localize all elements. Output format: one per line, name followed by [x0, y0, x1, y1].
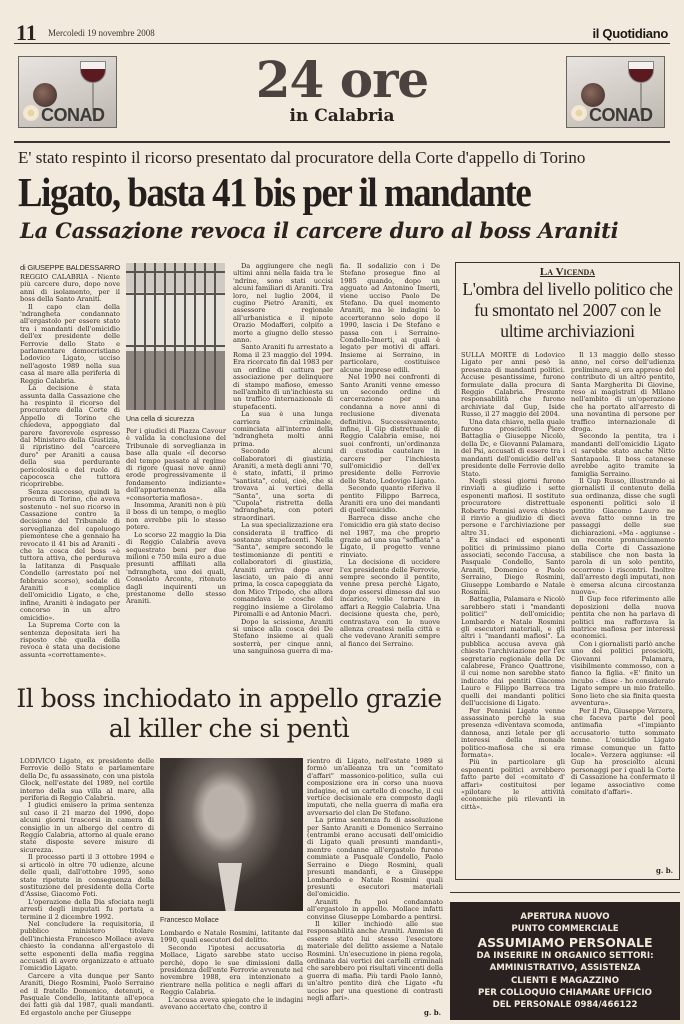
fruit-basket-icon	[33, 83, 57, 107]
header-divider	[14, 141, 670, 143]
paragraph: La decisione di uccidere l'ex presidente delle Ferrovie, sempre secondo il pentito, venne presa perchè Ligato, dopo essersi dimesso dal suo incarico, volle tornare in affari a Reggio Calabria. Una decisione questa che, però, contrastava con le nuove allenza createsi nella città e che vedevano Araniti sempre al fianco dei Serraino.	[340, 558, 440, 648]
flower-icon	[23, 105, 39, 121]
paragraph: Secondo quanto riferiva il pentito Filippo Barreca, Araniti era uno dei mandanti di quell'omicidio.	[340, 484, 440, 515]
page-header	[14, 22, 670, 44]
paragraph: Negli stessi giorni furono rinviati a giudizio i sette esponenti mafiosi. Il sostituto procuratore distrettuale Roberto Pennisi aveva chiesto il rinvio a giudizio di dieci persone e l'archiviazione per altre 31.	[461, 476, 565, 537]
flower-icon	[571, 105, 587, 121]
paragraph: Per Pennisi Ligato venne assassinato perchè la sua presenza «diventava scomoda, dannosa, anzi letale per gli interessi della monade politico-mafiosa che si era formata».	[461, 706, 565, 759]
page-number: 11	[16, 20, 37, 45]
article-headline: Ligato, basta 41 bis per il mandante	[18, 169, 531, 215]
paragraph: rientro di Ligato, nell'estate 1989 si formò un'alleanza tra un "comitato d'affari" massonico-politico, sulla cui composizione era in corso una nuova indagine, ed un cartello di cosche, il cui vertice decisionale era composto dagli imputati, che nella guerra di mafia era avversario del clan De Stefano.	[307, 757, 443, 817]
sidebar-column-1	[461, 352, 565, 811]
paragraph: Nel 1990 nei confronti di Santo Araniti venne emesso un secondo ordine di carcerazione per una condanna a nove anni di reclusione divenata definitiva. Successivamente, infine, il Gip distrettuale di Reggio Calabria emise, nei suoi confronti, un'ordinanza di custodia cautelare in carcere per l'inchiesta sull'omicidio dell'ex presidente delle Ferrovie dello Stato, Lodovigo Ligato.	[340, 373, 440, 485]
ad-line: APERTURA NUOVO	[520, 912, 610, 922]
ad-line: AMMINISTRATIVO, ASSISTENZA	[489, 963, 641, 974]
sponsor-brand: CONAD	[589, 105, 653, 125]
sponsor-logo-right	[566, 56, 665, 128]
wine-glass-icon	[628, 61, 654, 83]
paragraph: REGGIO CALABRIA - Niente più carcere duro, dopo nove anni di isolamento, per il boss della Santo Araniti.	[20, 273, 120, 304]
paragraph: Santo Araniti fu arrestato a Roma il 23 maggio del 1994. Era ricercato fin dal 1983 per un ordine di cattura per associazione per delinquere di stampo mafioso, emesso nell'ambito di un'inchiesta su un traffico internazionale di stupefacenti.	[233, 343, 333, 411]
paragraph: Il processo partì il 3 ottobre 1994 e si articolò in oltre 70 udienze, alcune delle quali, dall'ottobre 1995, sono state ripetute in conseguenza della sostituzione del presidente della Corte d'Assise, Giacomo Foti.	[20, 853, 154, 899]
paragraph: Il killer inchiodò alle sue responsabilità anche Araniti. Ammise di essere stato lui stesso l'esecutore materiale del delitto assieme a Natale Rosmini. Un'esecuzione in piena regola, ordinata dai vertici dei cartelli criminali che sarebbero poi risultati vincenti della guerra di mafia. Più tardi Paolo Iannò, un'altro pentito dirà che Ligato «fu ucciso per una questione di contrasti negli affari».	[307, 919, 443, 1002]
sidebar-title: L'ombra del livello politico che fu smontato nel 2007 con le ultime archiviazioni	[462, 279, 673, 341]
paragraph: La sua specializzazione era considerata il traffico di sostanze stupefacenti. Nella "Santa", sempre secondo le testimonianze di pentiti e collaboratori di giustizia, Araniti arriva dopo aver lasciato, un paio di anni prima, la cosca capeggiata da don Mico Tripodo, che allora comandava le cosche del reggino insieme a Girolamo Piromalli e ad Antonio Macrì.	[233, 521, 333, 619]
sidebar-label: La Vicenda	[539, 266, 596, 278]
paragraph: La Suprema Corte con la sentenza depositata ieri ha risposto che quella della revoca è stata una decisione assunta «correttamente».	[20, 621, 120, 659]
fruit-basket-icon	[581, 83, 605, 107]
ad-line: PER COLLOQUIO CHIAMARE UFFICIO	[478, 988, 652, 999]
article-deck: La Cassazione revoca il carcere duro al boss Araniti	[20, 218, 619, 243]
ad-line: CLIENTI E MAGAZZINO	[510, 975, 620, 986]
article-kicker: E' stato respinto il ricorso presentato dal procuratore della Corte d'appello di Torino	[18, 148, 586, 167]
sponsor-logo-left	[18, 56, 117, 128]
paragraph: Più in particolare gli esponenti politici avrebbero fatto parte del «comitato d' affari» costituitosi per «pilotare le attività economiche più rilevanti in città».	[461, 758, 565, 811]
main-article-column-2	[126, 428, 226, 606]
prison-cell-photo	[126, 263, 225, 410]
paragraph: Per i giudici di Piazza Cavour è valida la conclusione del Tribunale di sorveglianza in base alla quale «il decorso del tempo passato al regime di rigore (quasi nove anni) erode progressivamente il fondamento indiziante» dell'appartenenza alla «consorteria mafiosa».	[126, 427, 226, 502]
newspaper-masthead: il Quotidiano	[592, 26, 668, 41]
main-article-column-3	[233, 263, 333, 656]
paragraph: Secondo alcuni collaboratori di giustizia, Araniti, a metà degli anni '70, è stato, infatti, il primo "santista", colui, cioè, che si trovava ai vertici della "Santa", una sorta di "Cupola" ristretta della 'ndrangheta, con poteri straordinari.	[233, 447, 333, 522]
paragraph: LODIVICO Ligato, ex presidente delle Ferrovie dello Stato e parlamentare della Dc, fu assassinato, con una pistola Glock, nell'estate del 1989, nel cortile interno della sua villa al mare, alla periferia di Reggio Calabria.	[20, 757, 154, 803]
paragraph: Carcere a vita dunque per Santo Araniti, Diego Rosmini, Paolo Serraino ed il fratello Domenico, detenuti, e Pasquale Condello, latitante all'epoca dei fatti già dal 1987, quali mandanti. Ed ergastolo anche per Giuseppe	[20, 971, 154, 1017]
paragraph: Lombardo e Natale Rosmini, latitante dal 1990, quali esecutori del delitto.	[160, 929, 303, 945]
paragraph: fia. Il sodalizio con i De Stefano prosegue fino al 1985 quando, dopo un agguato ad Antonino Imerti, viene ucciso Paolo De Stefano. Da quel momento Araniti, ma le indagini lo accerteranno solo dopo il 1990, lascia i De Stefano e passa con i Serraino-Condello-Imerti, ai quali è legato per motivi di affari. Insieme ai Serraino, in particolare, costituisce alcune imprese edili.	[340, 262, 440, 374]
paragraph: Insomma, Araniti non è più il boss di un tempo, o meglio non avrebbe più lo stesso potere.	[126, 501, 226, 532]
paragraph: Lo scorso 22 maggio la Dia di Reggio Calabria aveva sequestrato beni per due milioni e 750 mila euro a due presunti affiliati alla 'ndrangheta, uno dei quali, Consolato Arconte, ritenuto dagli inquirenti un prestanome dello stesso Araniti.	[126, 530, 226, 606]
paragraph: Barreca disse anche che l'omicidio era già stato deciso nel 1987, ma che proprio grazie ad una sua "soffiata" a Ligato, il progetto venne rinviato.	[340, 513, 440, 559]
paragraph: Il Gup fece riferimento alle deposizioni della nuova pentita che non ha parlava di politici ma rafforzava la matrice mafiosa per interessi economici.	[571, 595, 675, 641]
ad-divider	[450, 892, 680, 893]
job-advertisement	[450, 902, 680, 1020]
photo-caption: Una cella di sicurezza	[126, 416, 195, 423]
paragraph: Da aggiungere che negli ultimi anni nella faida tra le 'ndrine, sono stati uccisi alcuni familiari di Araniti. Tra loro, nel luglio 2004, il cugino Pietro Araniti, ex assessore regionale all'urbanistica e il nipote Orazio Modafferi, colpito a morte a giugno dello stesso anno.	[233, 262, 333, 345]
paragraph: Il capo clan della 'ndrangheta condannato all'ergastolo per essere stato tra i mandanti dell'omicidio dell'ex presidente delle Ferrovie dello Stato e parlamentare democristiano Lodovico Ligato, ucciso nell'agosto 1989 nella sua casa al mare alla periferia di Reggio Calabria.	[20, 302, 120, 385]
paragraph: L'accusa aveva spiegato che le indagini avevano accertato che, contro il	[160, 995, 303, 1012]
ad-phone: DEL PERSONALE 0984/466122	[492, 1000, 638, 1011]
paragraph: Secondo la pentita, tra i mandanti dell'omicidio Ligato ci sarebbe stato anche Nitto Santapaola. Il boss catanese avrebbe agito tramite la famiglia Serraino.	[571, 432, 675, 478]
second-article-column-1	[20, 758, 154, 1017]
main-article-column-4	[340, 263, 440, 648]
second-article-headline: Il boss inchiodato in appello grazie al killer che si pentì	[16, 684, 442, 743]
paragraph: Araniti fu poi condannato all'ergastolo in appello. Mollace infatti convinse Giuseppe Lombardo a pentirsi.	[307, 897, 443, 921]
francesco-mollace-photo	[160, 758, 303, 911]
section-title: 24 ore	[255, 50, 429, 109]
sponsor-brand: CONAD	[41, 105, 105, 125]
paragraph: SULLA MORTE di Lodovico Ligato per anni pesò la presenza di mandanti politici. Accuse pesantissime, furono formulate dalla procura di Reggio Calabria. Presunte responsabilità che furono archiviate dal Gup, Iside Russo, il 27 maggio del 2004.	[461, 351, 565, 419]
paragraph: Battaglia, Palamara e Nicolò sarebbero stati i "mandanti politici" dell'omicidio; Lombardo e Natale Rosmini gli esecutori materiali, e gli altri i "mandanti mafiosi". La pubblica accusa aveva già chiesto l'archiviazione per l'ex segretario regionale della Dc calabrese, Franco Quattrone, il cui nome non sarebbe stato indicato dai pentiti Giacomo Lauro e Filippo Barreca tra quelli dei mandanti politici dell'uccisione di Ligato.	[461, 595, 565, 708]
main-article-column-1	[20, 274, 120, 659]
paragraph: Per il Pm, Giuseppe Verzera, che faceva parte del pool antimafia «l'impianto accusatorio tutto sommato tenne. L'omicidio Ligato rimase comunque un fatto locale». Verzera aggiunse: «il Gup ha prosciolto alcuni personaggi per i quali la Corte di Cassazione ha confermato il legame associativo come comitato d'affari».	[571, 706, 675, 796]
portrait-caption: Francesco Mollace	[160, 917, 219, 924]
paragraph: Senza successo, quindi la procura di Torino, che aveva sostenuto - nel suo ricorso in Cassazione contro la decisione del Tribunale di sorveglianza del capoluogo piemontese che a gennaio ha revocato il 41 bis ad Araniti - che la cosca del boss «è tuttora attiva, che perdurava la latitanza di Pasquale Condello (arrestato poi nel febbraio scorso), sodale di Araniti e complice dell'omicidio Ligato, e che, infine, Araniti è indagato per concorso in un altro omicidio».	[20, 487, 120, 622]
issue-date: Mercoledì 19 novembre 2008	[48, 28, 155, 38]
wine-glass-icon	[80, 61, 106, 83]
ad-headline: ASSUMIAMO PERSONALE	[477, 934, 653, 950]
paragraph: L'operazione della Dia sfociata negli arresti degli imputati fu portata a termine il 2 dicembre 1992.	[20, 897, 154, 921]
paragraph: Il 13 maggio dello stesso anno, nel corso dell'udienza preliminare, si era appreso del contributo di un altro pentito, Santa Margherita Di Giovine, reso ai magistrati di Milano nell'ambito di un'operazione che ha portato all'arresto di una novantina di persone per traffico internazionale di droga.	[571, 351, 675, 434]
paragraph: Ex sindaci ed esponenti politici di primissimo piano associati, secondo l'accusa, a Pasquale Condello, Santo Araniti, Domenico e Paolo Serraino, Diego Rosmini, Giuseppe Lombardo e Natale Rosmini.	[461, 536, 565, 596]
sidebar-column-2	[571, 352, 675, 796]
paragraph: La decisione è stata assunta dalla Cassazione che ha respinto il ricorso del procuratore della Corte di Appello di Torino che chiedeva, appoggiato dal parere favorevole espresso dal Ministero della Giustizia, il ripristino del "carcere duro" per Araniti a causa della sua perdurante pericolosità e del ruolo di capocosca che tuttora ricoprirebbe.	[20, 384, 120, 489]
second-article-signoff: g. b.	[424, 1008, 442, 1017]
ad-line: DA INSERIRE IN ORGANICO SETTORI:	[476, 950, 654, 961]
byline: di GIUSEPPE BALDESSARRO	[20, 263, 121, 272]
paragraph: La prima sentenza fu di assoluzione per Santo Araniti e Domenico Serraino (entrambi erano accusati dell'omicidio di Ligato quali presunti mandanti», mentre condanne all'ergastolo furono commiate a Pasquale Condello, Paolo Serraino e Diego Rosmini, quali presunti mandanti, e a Giuseppe Lombardo e Natale Rosmini quali presunti esecutori materiali del'omicidio.	[307, 816, 443, 899]
second-article-column-2	[160, 930, 303, 1011]
paragraph: Una data chiave, nella quale furono prosciolti Piero Battaglia e Giuseppe Nicolò, della Dc, e Giovanni Palamara, del Psi, accusati di essere tra i mandanti dell'omicidio dell'ex presidente delle Ferrovie dello Stato.	[461, 417, 565, 478]
ad-line: PUNTO COMMERCIALE	[511, 924, 619, 935]
paragraph: Nel concludere la requisitoria, il pubblico ministero titolare dell'inchiesta Francesco Mollace aveva chiesto la condanna all'ergastolo di sette esponenti della mafia reggina accusati di avere organizzato e attuato l'omicidio Ligato.	[20, 919, 154, 973]
paragraph: Dopo la scissione, Araniti si unisce alla cosca dei De Stefano insieme ai quali sosterrà, per cinque anni, una sanguinosa guerra di ma-	[233, 617, 333, 656]
paragraph: I giudici emisero la prima sentenza sul caso il 21 marzo del 1996, dopo alcuni giorni trascorsi in camera di consiglio in un albergo del centro di Reggio Calabria, attorno al quale erano state disposte severe misure di sicurezza.	[20, 801, 154, 854]
second-article-column-3	[307, 758, 443, 1002]
section-subtitle: in Calabria	[289, 106, 395, 126]
sidebar-signoff: g. b.	[656, 866, 674, 875]
paragraph: Secondo l'ipotesi accusatoria di Mollace, Ligato sarebbe stato ucciso perchè, dopo le sue dimissioni dalla presidenza dell'ente Ferrovie avvenute nel novembre 1988, era intenzionato a rientrare nella politica e negli affari di Reggio Calabria.	[160, 943, 303, 997]
paragraph: Con i giornalisti parlò anche uno dei politici prosciolti, Giovanni Palamara, visibilmente commosso, con a fianco la figlia. «E' finito un incubo - disse - ho considerato Ligato sempre un mio fratello. Sono lieto che sia finita questa avventura».	[571, 639, 675, 708]
paragraph: Il Gup Russo, illustrando ai giornalisti il contenuto della sua ordinanza, disse che sugli esponenti politici solo il pentito Giacomo Lauro ne aveva fatto cenno in tre passaggi delle sue dichiarazioni. «Ma - aggiunse - un recente pronunciamento della Corte di Cassazione stabilisce che non basta la parola di un solo pentito, occorrono i riscontri. Inoltre dall'arresto degli imputati, non è emersa alcuna circostanza nuova».	[571, 476, 675, 596]
paragraph: La sua è una lunga carriera criminale, cominciata all'interno della 'ndrangheta molti anni prima.	[233, 410, 333, 448]
